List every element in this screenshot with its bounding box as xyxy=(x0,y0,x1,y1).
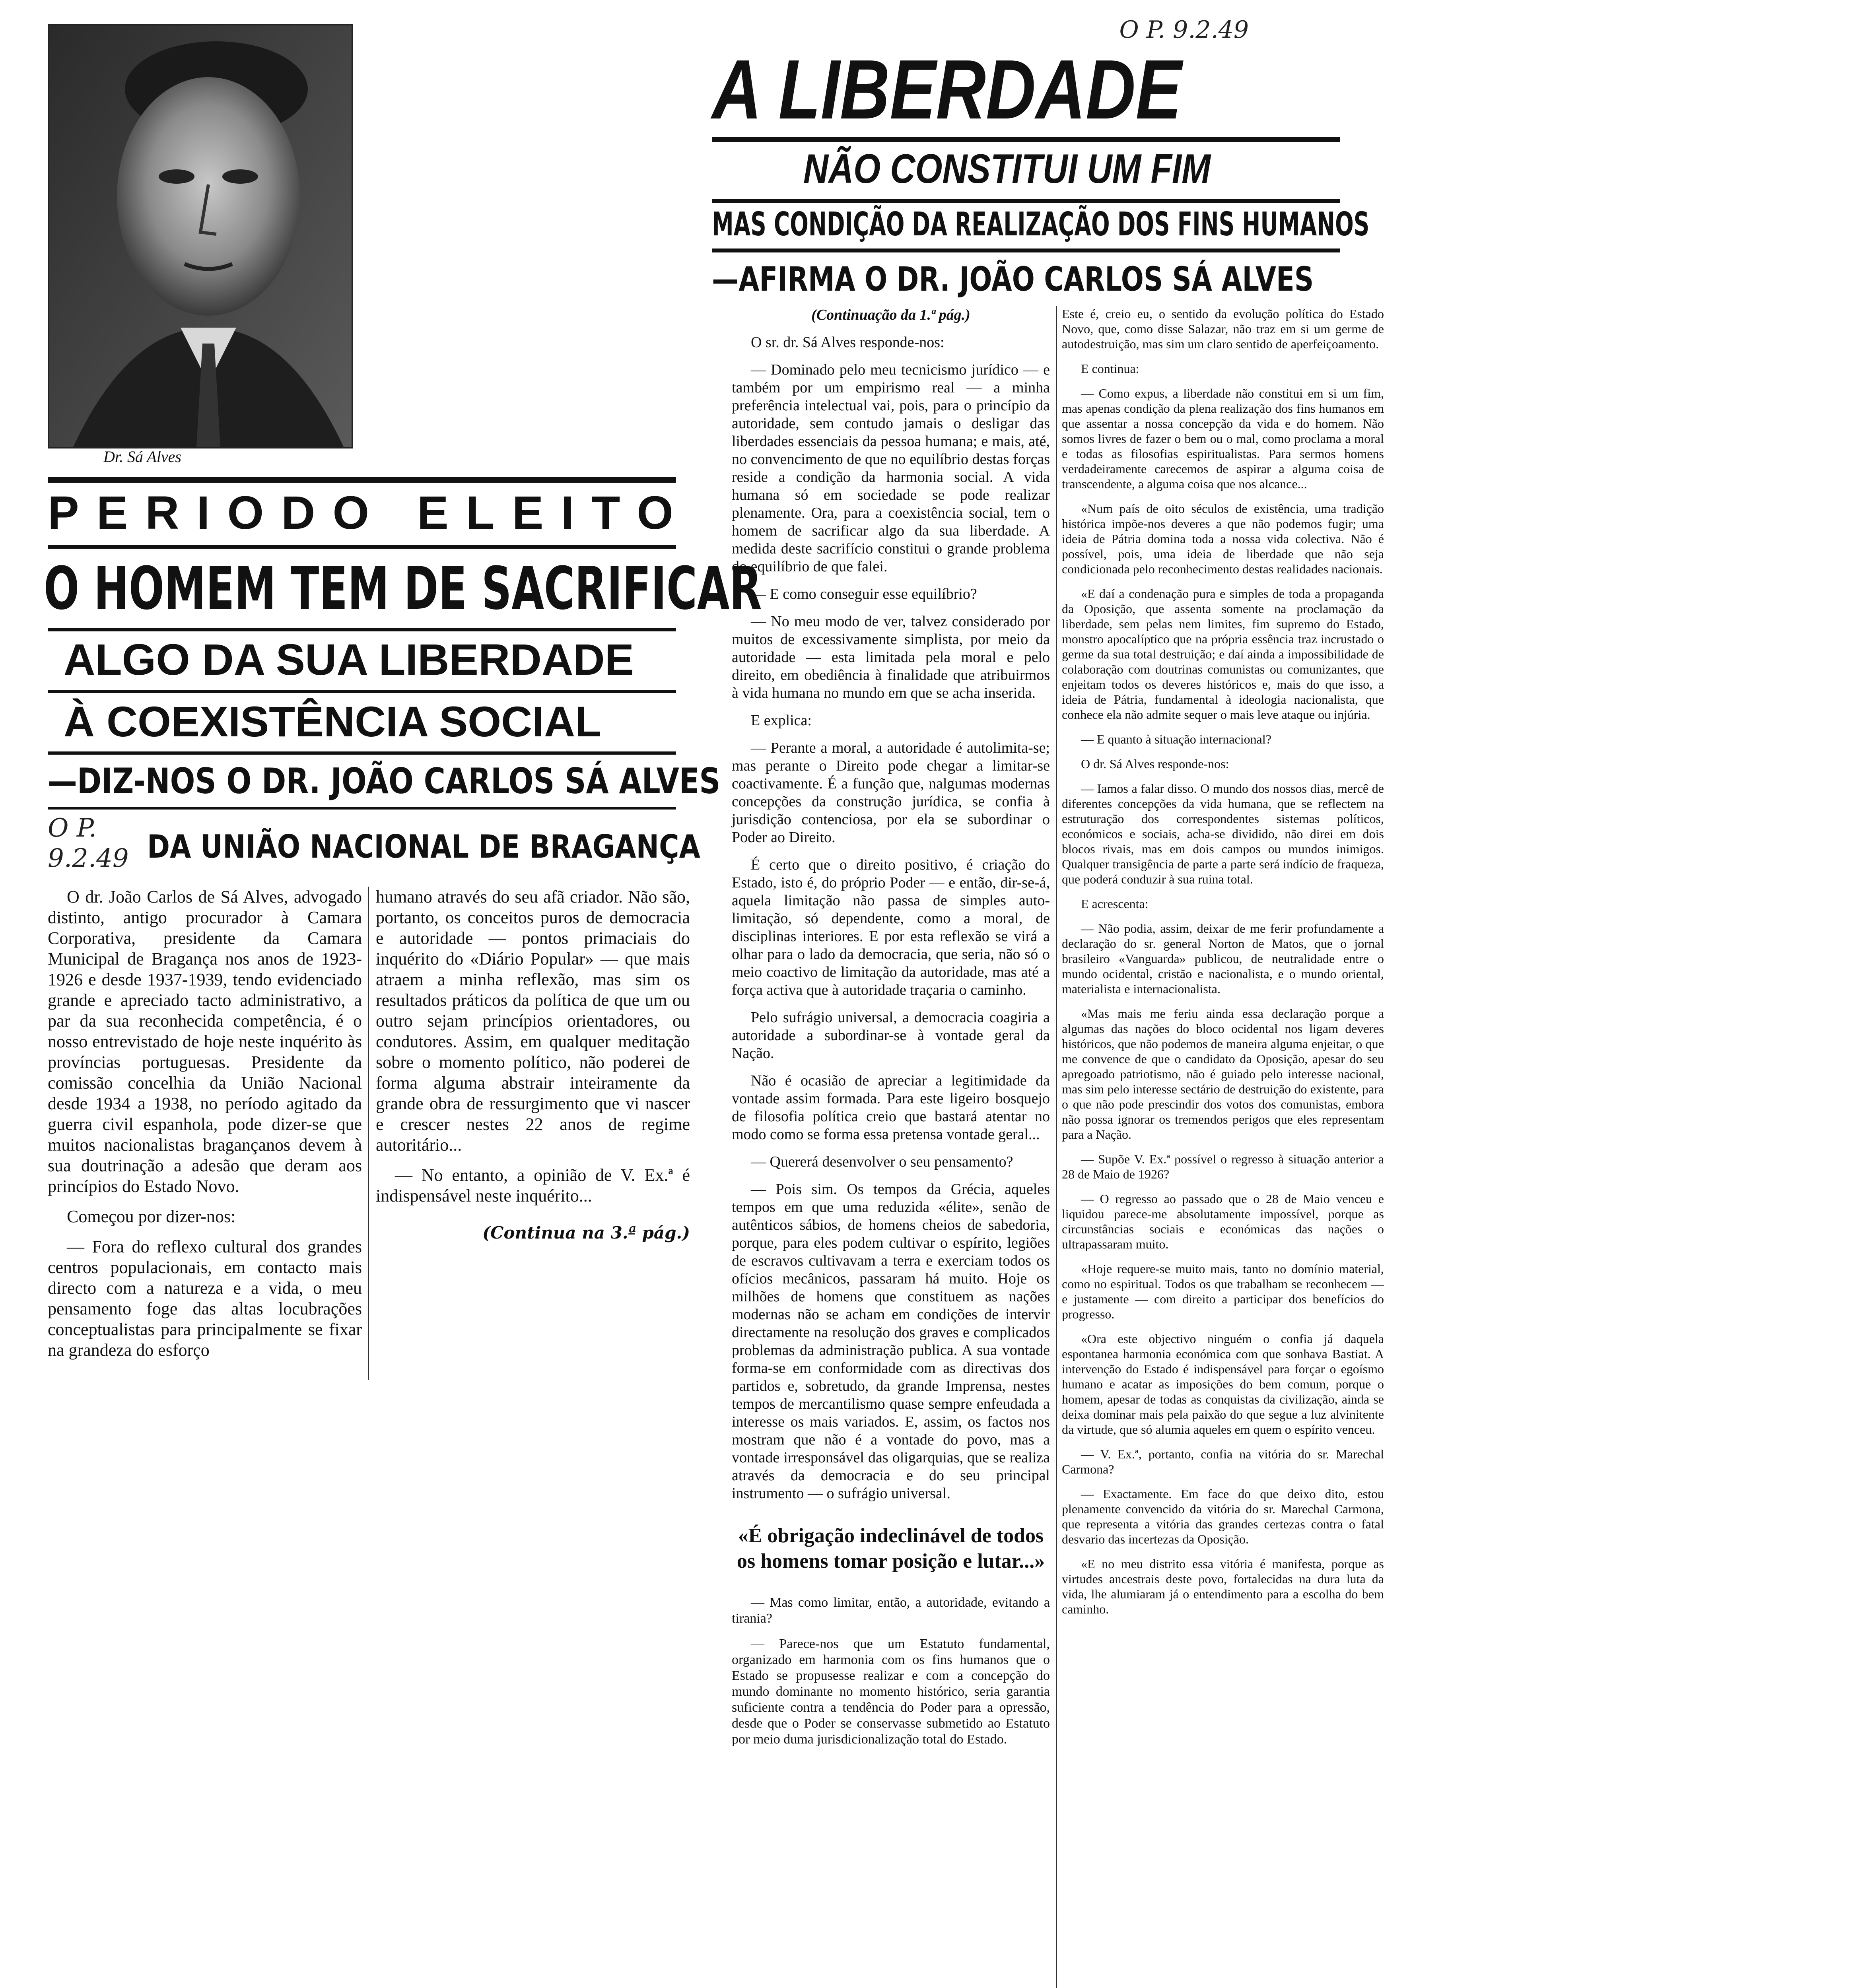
paragraph: — Exactamente. Em face do que deixo dito, estou plenamente convencido da vitória do sr. Marechal Carmona, que representa a vitória das grandes certezas contra o fatal desvario das incertezas da Oposição. xyxy=(1062,1487,1384,1546)
paragraph: — Não podia, assim, deixar de me ferir profundamente a declaração do sr. general Norton de Matos, que o jornal brasileiro «Vanguarda» publicou, de neutralidade entre o mundo ocidental, cristão e nacionalista, e o mundo oriental, materialista e internacionalista. xyxy=(1062,921,1384,996)
paragraph: Não é ocasião de apreciar a legitimidade da vontade assim formada. Para este ligeiro bosquejo de filosofia política creio que bastará atentar no modo como se forma essa pretensa vontade geral... xyxy=(732,1072,1050,1143)
paragraph: «Mas mais me feriu ainda essa declaração porque a algumas das nações do bloco ocidental nos ligam deveres históricos, que não podemos de maneira alguma enjeitar, o que me convence de que o candidato da Oposição, apesar do seu apregoado patriotismo, não é guiado pelo interesse nacional, mas sim pelo interesse sectário de destruição do existente, para o que não pode prescindir dos votos dos comunistas, embora não possa ignorar os tremendos perigos que eles representam para a Nação. xyxy=(1062,1006,1384,1142)
portrait-photo xyxy=(48,24,353,448)
rule-3 xyxy=(48,690,676,693)
paragraph: E acrescenta: xyxy=(1081,897,1149,911)
top-rule xyxy=(48,477,676,483)
right-column-divider xyxy=(1056,306,1057,1988)
continuation-note: (Continuação da 1.ª pág.) xyxy=(811,307,970,323)
right-rule-3 xyxy=(712,248,1340,252)
paragraph: — No meu modo de ver, talvez considerado por muitos de excessivamente simplista, por meio da autoridade — esta limitada pela moral e pelo direito, em obediência à finalidade que atribuirmos à vida humana no mundo em que se acha inserida. xyxy=(732,613,1050,701)
right-rule-2 xyxy=(712,199,1340,203)
right-rule-1 xyxy=(712,137,1340,142)
left-headline-1: O HOMEM TEM DE SACRIFICAR xyxy=(44,554,762,623)
portrait-image xyxy=(49,25,352,447)
paragraph: — Pois sim. Os tempos da Grécia, aqueles tempos em que uma reduzida «élite», senão de autênticos sábios, de homens cheios de sabedoria, porque, para eles podem cultivar o espírito, legiões de escravos cultivavam a terra e exerciam todos os ofícios mecânicos, passaram há muito. Hoje os milhões de homens que constituem as nações modernas não se acham em condições de intervir directamente na resolução dos graves e complicados problemas da administração publica. A sua vontade forma-se em conformidade com as directivas dos partidos e, sobretudo, da grande Imprensa, nestes tempos de mercantilismo quase sempre enfeudada a interesse os mais variados. E, assim, os factos nos mostram que não é a vontade do povo, mas a vontade irresponsável das oligarquias, que se realiza através da democracia e do seu principal instrumento — o sufrágio universal. xyxy=(732,1181,1050,1502)
left-byline: —DIZ-NOS O DR. JOÃO CARLOS SÁ ALVES xyxy=(48,761,721,802)
rule-2 xyxy=(48,628,676,631)
paragraph: «E daí a condenação pura e simples de toda a propaganda da Oposição, que assenta somente na proclamação da liberdade, sem pelas nem limites, fim supremo do Estado, monstro apocalíptico que na própria essência traz incrustado o germe da sua total destruição; e daí ainda a impossibilidade de colaboração com doutrinas comunistas ou comunizantes, que enjeitam todos os deveres históricos e, mais do que isso, a ideia de Pátria, fundamental à ideologia nacionalista, que conhece ela não admite sequer o mais leve ataque ou injúria. xyxy=(1062,586,1384,722)
paragraph: — Dominado pelo meu tecnicismo jurídico — e também por um empirismo real — a minha preferência intelectual vai, pois, para o princípio da autoridade, sem contudo jamais o desligar das liberdades essenciais da pessoa humana; e mais, até, no convencimento de que no equilíbrio destas forças reside a condição da harmonia social. A vida humana só em sociedade se pode realizar plenamente. Ora, para a coexistência social, tem o homem de sacrificar algo da sua liberdade. A medida deste sacrifício constitui o grande problema do equilíbrio de que falei. xyxy=(732,361,1050,575)
left-column-1 xyxy=(48,887,362,1370)
paragraph: — V. Ex.ª, portanto, confia na vitória do sr. Marechal Carmona? xyxy=(1062,1447,1384,1476)
column-divider xyxy=(368,887,369,1380)
paragraph: O dr. Sá Alves responde-nos: xyxy=(1081,757,1229,771)
left-handwritten-note: O P. 9.2.49 xyxy=(48,813,129,873)
paragraph: — Fora do reflexo cultural dos grandes centros populacionais, em contacto mais directo com a natureza e a vida, o meu pensamento foge das altas locubrações conceptualistas para principalmente se fixar na grandeza do esforço xyxy=(48,1237,362,1360)
right-column-1 xyxy=(732,306,1050,1757)
right-handwritten-note: O P. 9.2.49 xyxy=(1119,16,1249,44)
paragraph: — Supõe V. Ex.ª possível o regresso à situação anterior a 28 de Maio de 1926? xyxy=(1062,1152,1384,1181)
paragraph: Pelo sufrágio universal, a democracia coagiria a autoridade a subordinar-se à vontade geral da Nação. xyxy=(732,1009,1050,1062)
paragraph: «Num país de oito séculos de existência, uma tradição histórica impõe-nos deveres a que não podemos fugir; uma ideia de Pátria domina toda a nossa vida colectiva. Não é possível, pois, uma ideia de liberdade que não seja condicionada pelo reconhecimento destas realidades nacionais. xyxy=(1062,501,1384,576)
photo-caption: Dr. Sá Alves xyxy=(103,448,181,466)
rule-5 xyxy=(48,807,676,810)
paragraph: E continua: xyxy=(1081,361,1139,376)
right-byline: —AFIRMA O DR. JOÃO CARLOS SÁ ALVES xyxy=(712,260,1314,299)
paragraph: Começou por dizer-nos: xyxy=(67,1207,236,1226)
continue-note: (Continua na 3.ª pág.) xyxy=(482,1223,690,1242)
paragraph: «Hoje requere-se muito mais, tanto no domínio material, como no espiritual. Todos os que trabalham se reconhecem — e justamente — com direito a participar dos benefícios do progresso. xyxy=(1062,1262,1384,1321)
paragraph: O dr. João Carlos de Sá Alves, advogado distinto, antigo procurador à Camara Corporativa, presidente da Camara Municipal de Bragança nos anos de 1923-1926 e desde 1937-1939, tendo evidenciado grande e apreciado tacto administrativo, a par da sua reconhecida competência, é o nosso entrevistado de hoje neste inquérito às províncias portuguesas. Presidente da comissão concelhia da União Nacional desde 1934 a 1938, no período agitado da guerra civil espanhola, pode dizer-se que muitos nacionalistas bragançanos devem à sua doutrinação a adesão que deram aos princípios do Estado Novo. xyxy=(48,887,362,1196)
paragraph: — E como conseguir esse equilíbrio? xyxy=(751,586,977,602)
paragraph: E explica: xyxy=(751,712,812,729)
left-headline-3: À COEXISTÊNCIA SOCIAL xyxy=(64,697,602,746)
right-column-2 xyxy=(1062,306,1384,1626)
left-byline-2: DA UNIÃO NACIONAL DE BRAGANÇA xyxy=(147,828,700,865)
left-headline-2: ALGO DA SUA LIBERDADE xyxy=(64,635,634,684)
kicker: PERIODO ELEITO xyxy=(48,487,691,539)
paragraph: O sr. dr. Sá Alves responde-nos: xyxy=(751,334,945,351)
paragraph: — Quererá desenvolver o seu pensamento? xyxy=(751,1153,1013,1170)
paragraph: humano através do seu afã criador. Não são, portanto, os conceitos puros de democracia e autoridade — pontos primaciais do inquérito do «Diário Popular» — que mais atraem a minha reflexão, mas sim os resultados práticos da política de que um ou outro sejam princípios orientadores, ou condutores. Assim, em qualquer meditação sobre o momento político, não poderei de forma alguma abstrair inteiramente da grande obra de ressurgimento que vi nascer e crescer nestes 22 anos de regime autoritário... xyxy=(376,887,690,1155)
kicker-rule xyxy=(48,545,676,549)
paragraph: «E no meu distrito essa vitória é manifesta, porque as virtudes ancestrais deste povo, fortalecidas na dura luta da vida, lhe alumiaram já o entendimento para a escolha do bem caminho. xyxy=(1062,1557,1384,1616)
rule-4 xyxy=(48,751,676,755)
paragraph: — Como expus, a liberdade não constitui em si um fim, mas apenas condição da plena realização dos fins humanos em que assentar a nossa concepção da vida e do homem. Não somos livres de fazer o bem ou o mal, como proclama a moral e todas as filosofias espiritualistas. Para sermos homens verdadeiramente carecemos de aspirar a alguma coisa de transcendente, a alguma coisa que nos alcance... xyxy=(1062,386,1384,491)
paragraph: — O regresso ao passado que o 28 de Maio venceu e liquidou parece-me absolutamente impossível, porque as circunstâncias sociais e económicas das nações o ultrapassaram muito. xyxy=(1062,1192,1384,1251)
paragraph: — Mas como limitar, então, a autoridade, evitando a tirania? xyxy=(732,1595,1050,1626)
paragraph: — Iamos a falar disso. O mundo dos nossos dias, mercê de diferentes concepções da vida humana, que se reflectem na estruturação dos correspondentes sistemas políticos, económicos e sociais, acha-se dividido, não direi em dois blocos rivais, mas em dois campos ou mundos inimigos. Qualquer transigência de parte a parte será indício de fraqueza, que poderá conduzir à sua ruina total. xyxy=(1062,781,1384,886)
paragraph: Este é, creio eu, o sentido da evolução política do Estado Novo, que, como disse Salazar, não traz em si um germe de autodestruição, mas sim um claro sentido de aperfeiçoamento. xyxy=(1062,307,1384,351)
right-headline-3: MAS CONDIÇÃO DA REALIZAÇÃO DOS FINS HUMANOS xyxy=(712,206,1370,243)
paragraph: É certo que o direito positivo, é criação do Estado, isto é, do próprio Poder — e então, dir-se-á, aquela limitação não passa de simples auto-limitação, só dependente, como a moral, de disciplinas interiores. E por esta reflexão se virá a olhar para o lado da democracia, que seria, não só o meio coactivo de limitação da autoridade, mas até a força activa que à autoridade traçaria o caminho. xyxy=(732,856,1050,998)
paragraph: — Perante a moral, a autoridade é autolimita-se; mas perante o Direito pode chegar a limitar-se coactivamente. É a função que, nalgumas modernas concepções da construção jurídica, se confia à jurisdição contenciosa, por ela se subordinar o Poder ao Direito. xyxy=(732,740,1050,846)
paragraph: — No entanto, a opinião de V. Ex.ª é indispensável neste inquérito... xyxy=(376,1165,690,1206)
left-column-2 xyxy=(376,887,690,1259)
mid-subheading: «É obrigação indeclinável de todos os homens tomar posição e lutar...» xyxy=(737,1524,1045,1573)
paragraph: — Parece-nos que um Estatuto fundamental, organizado em harmonia com os fins humanos que o Estado se propusesse realizar e com a concepção do mundo dominante no momento histórico, seria garantia suficiente contra a tendência do Poder para a opressão, desde que o Poder se conservasse submetido ao Estatuto por meio duma jurisdicionalização total do Estado. xyxy=(732,1637,1050,1747)
right-headline-1: A LIBERDADE xyxy=(712,42,1182,136)
paragraph: — E quanto à situação internacional? xyxy=(1081,732,1271,746)
paragraph: «Ora este objectivo ninguém o confia já daquela espontanea harmonia económica com que sonhava Bastiat. A intervenção do Estado é indispensável para forçar o egoísmo humano e acatar as imposições do bem comum, porque o homem, apesar de todas as conquistas da civilização, ainda se deixa dominar mais pela paixão do que segue a luz alvinitente da virtude, que só alumia aqueles em quem o espírito venceu. xyxy=(1062,1332,1384,1437)
right-headline-2: NÃO CONSTITUI UM FIM xyxy=(803,146,1211,192)
